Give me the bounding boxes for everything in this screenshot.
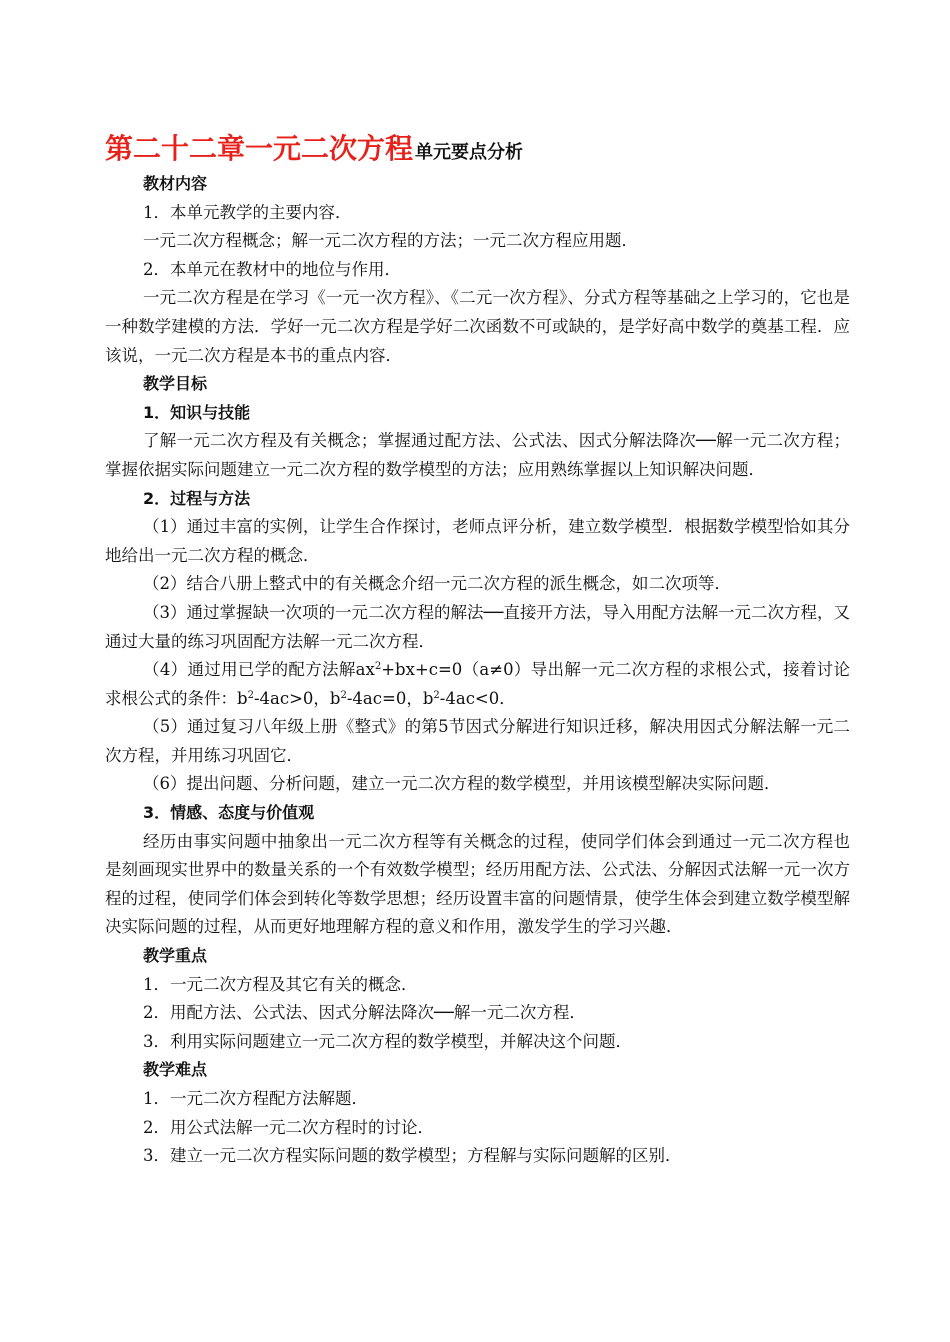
- process-item-3: （3）通过掌握缺一次项的一元二次方程的解法──直接开方法，导入用配方法解一元二次方程，又通过大量的练习巩固配方法解一元二次方程．: [105, 602, 850, 651]
- difficulty-item: 3．建立一元二次方程实际问题的数学模型；方程解与实际问题解的区别．: [143, 1146, 682, 1166]
- content-item-1: 1．本单元教学的主要内容．: [143, 202, 352, 222]
- key-point-item: 2．用配方法、公式法、因式分解法降次──解一元二次方程．: [143, 1003, 586, 1023]
- document-title: [105, 128, 850, 170]
- process-item-5: （5）通过复习八年级上册《整式》的第5节因式分解进行知识迁移，解决用因式分解法解一元二次方程，并用练习巩固它．: [105, 717, 850, 765]
- key-point-item: 3．利用实际问题建立一元二次方程的数学模型，并解决这个问题．: [143, 1031, 632, 1051]
- section-heading-content: 教材内容: [143, 174, 208, 193]
- difficulty-item: 1．一元二次方程配方法解题．: [143, 1089, 368, 1108]
- process-item-6: （6）提出问题、分析问题，建立一元二次方程的数学模型，并用该模型解决实际问题．: [143, 774, 781, 794]
- chapter-title: 第二十二章一元二次方程: [105, 132, 414, 165]
- goals-knowledge-text: 了解一元二次方程及有关概念；掌握通过配方法、公式法、因式分解法降次──解一元二次方程；掌握依据实际问题建立一元二次方程的数学模型的方法；应用熟练掌握以上知识解决问题．: [105, 431, 850, 479]
- title-subtitle: 单元要点分析: [415, 142, 524, 163]
- goals-attitude-text: 经历由事实问题中抽象出一元二次方程等有关概念的过程，使同学们体会到通过一元二次方程也是刻画现实世界中的数量关系的一个有效数学模型；经历用配方法、公式法、分解因式法解一元一次方程的过程，使同学们体会到转化等数学思想；经历设置丰富的问题情景，使学生体会到建立数学模型解决实际问题的过程，从而更好地理解方程的意义和作用，激发学生的学习兴趣．: [105, 831, 850, 937]
- process-item-1: （1）通过丰富的实例，让学生合作探讨，老师点评分析，建立数学模型．根据数学模型恰如其分地给出一元二次方程的概念．: [105, 517, 850, 565]
- content-item-2: 2．本单元在教材中的地位与作用．: [143, 259, 401, 279]
- key-point-item: 1．一元二次方程及其它有关的概念．: [143, 974, 418, 994]
- goals-subheading-2: 2．过程与方法: [143, 488, 251, 508]
- section-heading-goals: 教学目标: [143, 374, 208, 394]
- content-item-1-text: 一元二次方程概念；解一元二次方程的方法；一元二次方程应用题．: [143, 231, 638, 251]
- process-item-4: （4）通过用已学的配方法解$ax^2+bx+c=0(a\ne 0)$导出解一元二次方程的求根公式，接着讨论求根公式的条件：$b^2-4ac>0$，$b^2-4ac=0$，$b^2-4ac<0$．: [105, 660, 851, 708]
- goals-subheading-3: 3．情感、态度与价值观: [143, 803, 315, 823]
- process-item-2: （2）结合八册上整式中的有关概念介绍一元二次方程的派生概念，如二次项等．: [143, 574, 731, 594]
- goals-subheading-1: 1．知识与技能: [143, 402, 251, 422]
- section-heading-difficulties: 教学难点: [143, 1060, 208, 1080]
- section-heading-key-points: 教学重点: [143, 946, 208, 966]
- document-page: [105, 128, 850, 1171]
- content-item-2-text: 一元二次方程是在学习《一元一次方程》、《二元一次方程》、分式方程等基础之上学习的，它也是一种数学建模的方法．学好一元二次方程是学好二次函数不可或缺的，是学好高中数学的奠基工程．应该说，一元二次方程是本书的重点内容．: [105, 288, 850, 365]
- difficulty-item: 2．用公式法解一元二次方程时的讨论．: [143, 1117, 434, 1137]
